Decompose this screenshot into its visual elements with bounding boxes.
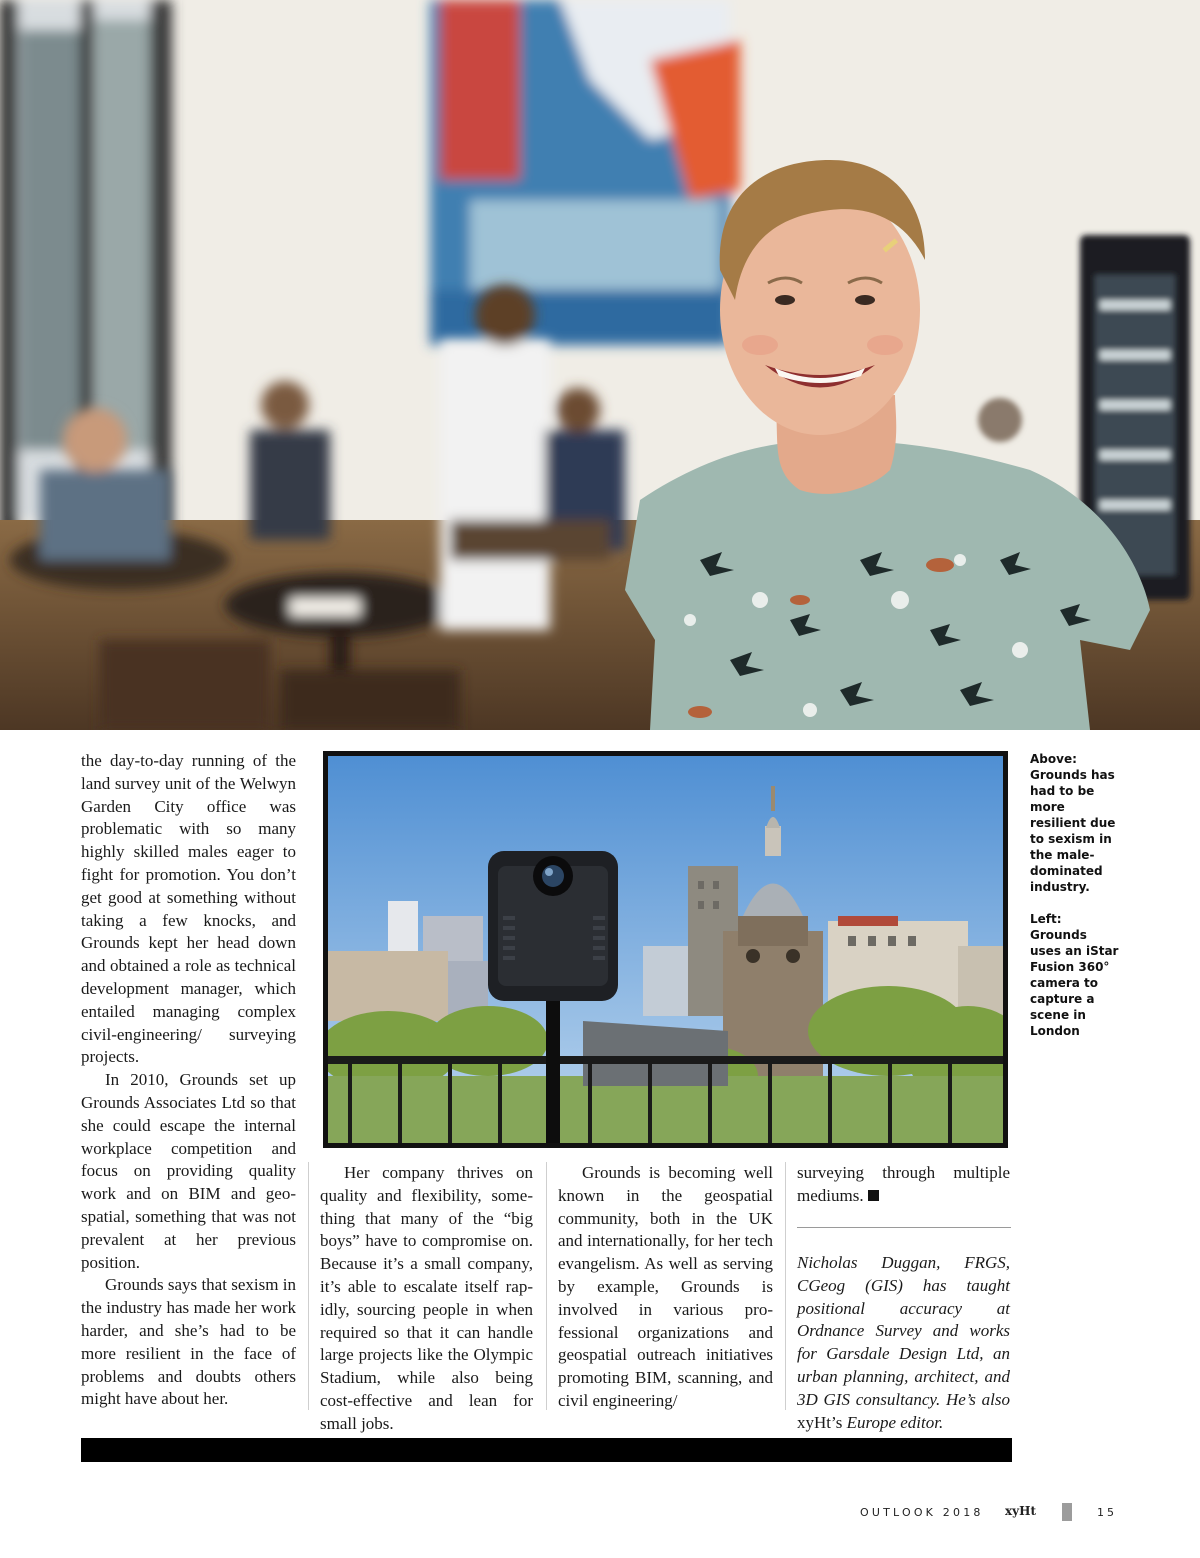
column-divider — [546, 1162, 547, 1410]
camera-photo — [323, 751, 1008, 1148]
body-paragraph: In 2010, Grounds set up Grounds Associates Ltd so that she could escape the internal workplace competition and focus on providing quality work and on BIM and geospatial, something that was not prevalent at her previous position. — [81, 1070, 296, 1272]
footer-block-icon — [1062, 1503, 1072, 1521]
magazine-brand: xyHt — [1005, 1504, 1037, 1518]
article-column-4 — [797, 1162, 1010, 1208]
article-column-3 — [558, 1162, 773, 1413]
bio-text: Nicholas Duggan, FRGS, CGeog (GIS) has taught positional accuracy at Ordnance Survey and works for Garsdale Design Ltd, an urban planning, architect, and 3D GIS consultancy. He’s also — [797, 1253, 1010, 1409]
article-column-1 — [81, 750, 296, 1411]
photo-captions — [1030, 751, 1120, 1055]
body-paragraph: the day-to-day running of the land survey unit of the Welwyn Garden City office was problematic with so many highly skilled males eager to fight for promotion. You don’t get good at something without taking a few knocks, and Grounds kept her head down and obtained a role as technical development manager, which entailed managing complex civil-engineering/ surveying projects. — [81, 751, 296, 1067]
article-column-2 — [320, 1162, 533, 1436]
caption-above: Above: Grounds has had to be more resilient due to sexism in the male-dominated industry. — [1030, 752, 1116, 894]
camera-photo-illustration — [328, 756, 1003, 1143]
page-number: 15 — [1097, 1506, 1117, 1519]
author-bio — [797, 1252, 1010, 1434]
bio-brand: xyHt’s — [797, 1412, 843, 1432]
body-paragraph: Grounds is becoming well known in the geospatial community, both in the UK and internationally, for her tech evangelism. As well as serving by example, Grounds is involved in various professional organizations and geospatial outreach initiatives promoting BIM, scanning, and civil engineering/ — [558, 1163, 773, 1410]
body-paragraph: Grounds says that sexism in the industry has made her work harder, and she’s had to be more resilient in the face of problems and doubts others might have about her. — [81, 1275, 296, 1409]
closing-text: surveying through multiple mediums. — [797, 1163, 1010, 1205]
column-divider — [785, 1162, 786, 1410]
caption-left: Left: Grounds uses an iStar Fusion 360° camera to capture a scene in London — [1030, 912, 1119, 1038]
bio-divider — [797, 1227, 1011, 1228]
bio-tail: Europe editor. — [846, 1412, 944, 1432]
black-band — [81, 1438, 1012, 1462]
hero-photo-illustration — [0, 0, 1200, 730]
issue-label: OUTLOOK 2018 — [860, 1506, 984, 1519]
hero-photo — [0, 0, 1200, 730]
end-mark-icon — [868, 1190, 879, 1201]
column-divider — [308, 1162, 309, 1410]
body-paragraph — [797, 1162, 1010, 1208]
body-paragraph: Her company thrives on quality and flexibility, something that many of the “big boys” have to compromise on. Because it’s a small company, it’s able to escalate itself rapidly, sourcing people in when required so that it can handle large projects like the Olympic Stadium, while also being cost-effective and lean for small jobs. — [320, 1163, 533, 1433]
